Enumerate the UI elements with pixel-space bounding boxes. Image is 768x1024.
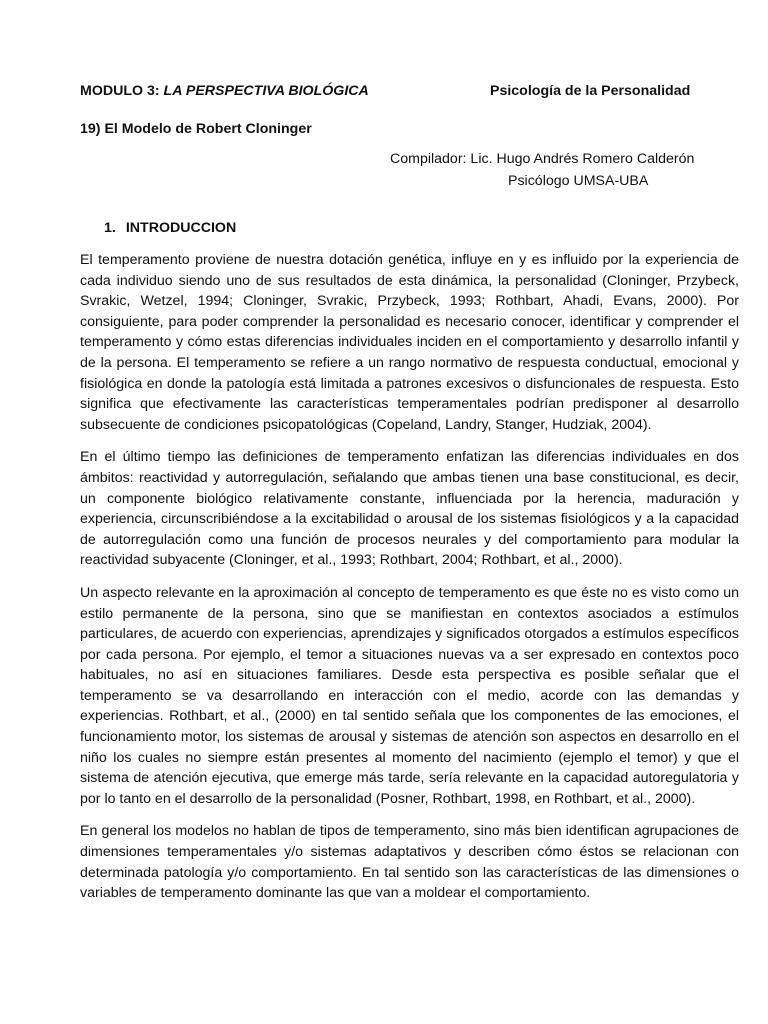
chapter-subtitle: 19) El Modelo de Robert Cloninger bbox=[80, 121, 312, 137]
paragraph: El temperamento proviene de nuestra dotación genética, influye en y es influido por la experiencia de cada individuo siendo uno de sus resultados de esta dinámica, la personalidad (Cloninger, Przybeck, Svrakic, Wetzel, 1994; Cloninger, Svrakic, Przybeck, 1993; Rothbart, Ahadi, Evans, 2000). Por consiguiente, para poder comprender la personalidad es necesario conocer, identificar y comprender el temperamento y cómo estas diferencias individuales inciden en el comportamiento y desarrollo infantil y de la persona. El temperamento se refiere a un rango normativo de respuesta conductual, emocional y fisiológica en donde la patología está limitada a patrones excesivos o disfuncionales de respuesta. Esto significa que efectivamente las características temperamentales podrían predisponer al desarrollo subsecuente de condiciones psicopatológicas (Copeland, Landry, Stanger, Hudziak, 2004). bbox=[80, 252, 739, 433]
section-number: 1. bbox=[104, 220, 116, 236]
module-label: MODULO 3: bbox=[80, 83, 164, 99]
compiler-block bbox=[390, 148, 694, 192]
body-text bbox=[80, 250, 739, 916]
page-header bbox=[80, 82, 720, 100]
paragraph: En general los modelos no hablan de tipos de temperamento, sino más bien identifican agrupaciones de dimensiones temperamentales y/o sistemas adaptativos y describen cómo éstos se relacionan con determinada patología y/o comportamiento. En tal sentido son las características de las dimensiones o variables de temperamento dominante las que van a moldear el comportamiento. bbox=[80, 823, 739, 902]
section-title: INTRODUCCION bbox=[125, 220, 237, 236]
paragraph: Un aspecto relevante en la aproximación al concepto de temperamento es que éste no es visto como un estilo permanente de la persona, sino que se manifiestan en contextos asociados a estímulos particulares, de acuerdo con experiencias, aprendizajes y significados otorgados a estímulos específicos por cada persona. Por ejemplo, el temor a situaciones nuevas va a ser expresado en contextos poco habituales, no así en situaciones familiares. Desde esta perspectiva es posible señalar que el temperamento se va desarrollando en interacción con el medio, acorde con las demandas y experiencias. Rothbart, et al., (2000) en tal sentido señala que los componentes de las emociones, el funcionamiento motor, los sistemas de arousal y sistemas de atención son aspectos en desarrollo en el niño los cuales no siempre están presentes al momento del nacimiento (ejemplo el temor) y que el sistema de atención ejecutiva, que emerge más tarde, sería relevante en la capacidad autoregulatoria y por lo tanto en el desarrollo de la personalidad (Posner, Rothbart, 1998, en Rothbart, et al., 2000). bbox=[80, 584, 739, 807]
section-heading bbox=[104, 219, 236, 237]
paragraph: En el último tiempo las definiciones de temperamento enfatizan las diferencias individuales en dos ámbitos: reactividad y autorregulación, señalando que ambas tienen una base constitucional, es decir, un componente biológico relativamente constante, influenciada por la herencia, maduración y experiencia, circunscribiéndose a la excitabilidad o arousal de los sistemas fisiológicos y a la capacidad de autorregulación como una función de procesos neurales y del comportamiento para modular la reactividad subyacente (Cloninger, et al., 1993; Rothbart, 2004; Rothbart, et al., 2000). bbox=[80, 449, 739, 569]
module-title: LA PERSPECTIVA BIOLÓGICA bbox=[163, 83, 369, 99]
compiler-role: Psicólogo UMSA-UBA bbox=[508, 173, 649, 189]
compiler-name: Compilador: Lic. Hugo Andrés Romero Calderón bbox=[390, 151, 695, 167]
course-title: Psicología de la Personalidad bbox=[490, 83, 691, 99]
